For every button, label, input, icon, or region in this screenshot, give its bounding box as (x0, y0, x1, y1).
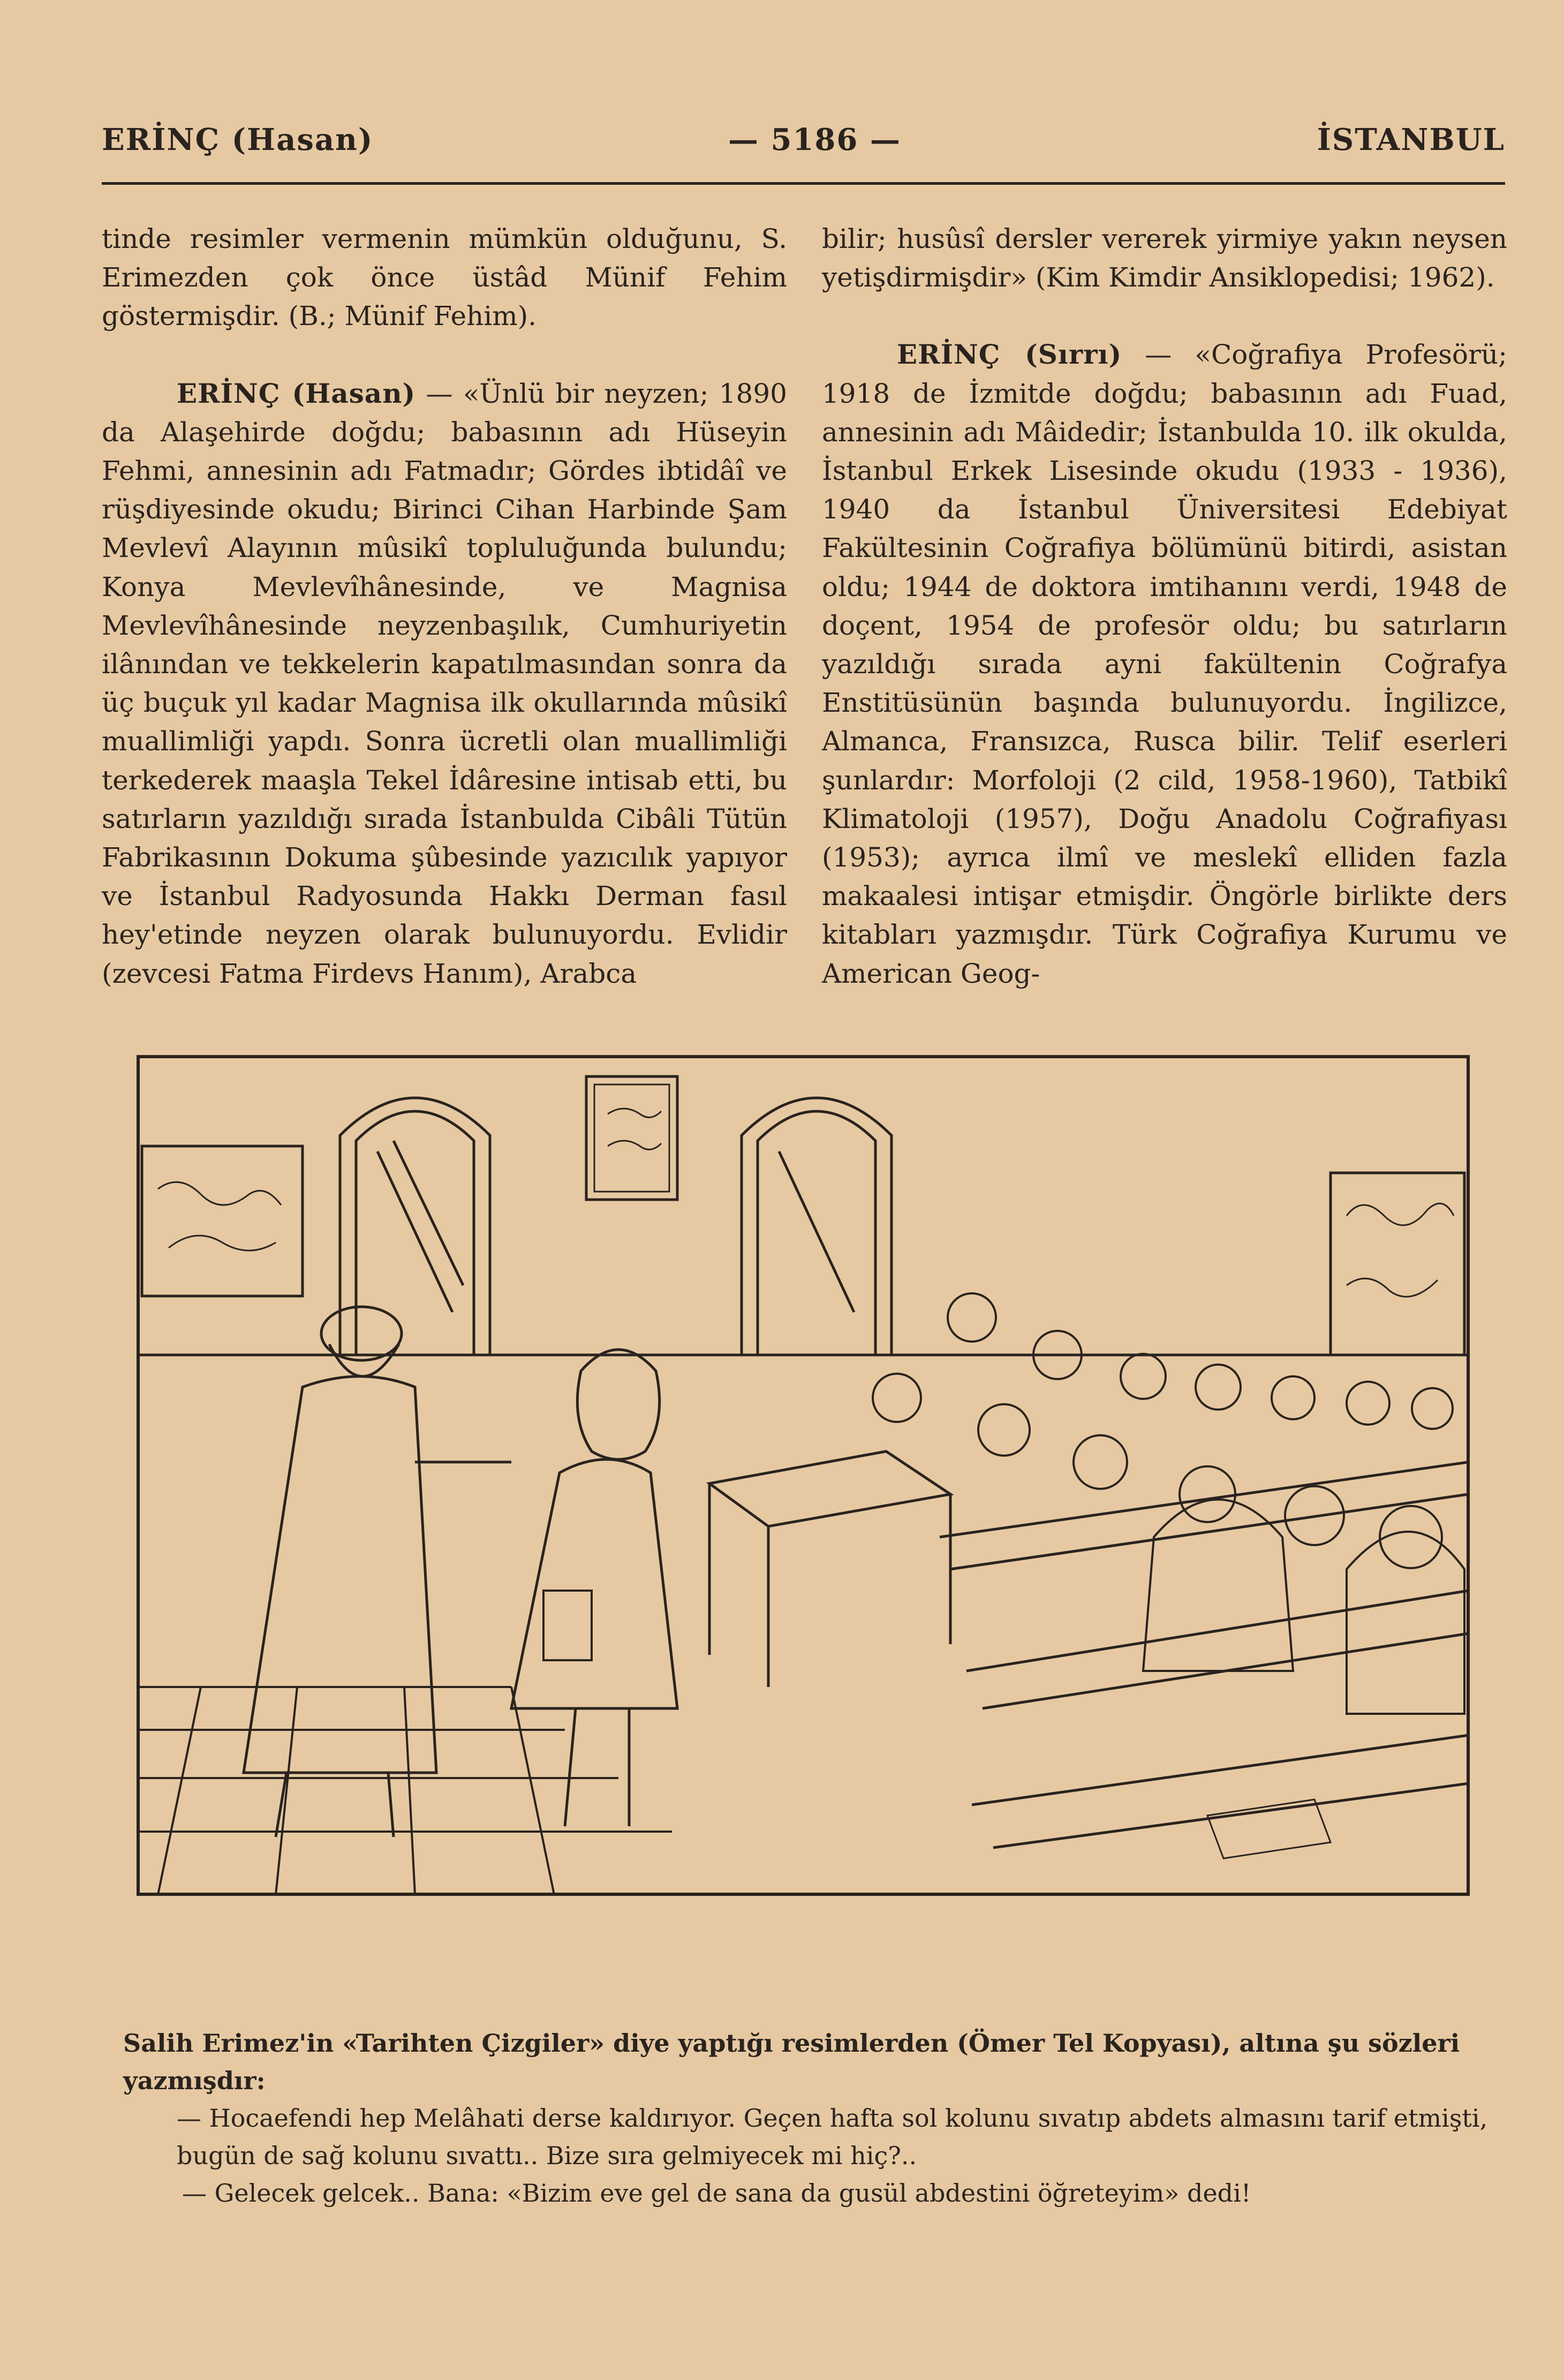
left-column (102, 220, 787, 993)
arched-window-left (340, 1098, 490, 1355)
right-continuation: bilir; husûsî dersler vererek yirmiye yakın neysen yetişdirmişdir» (Kim Kimdir Ansiklopedisi; 1962). (822, 223, 1507, 293)
right-column (822, 220, 1507, 993)
entry-name: ERİNÇ (Hasan) (177, 377, 416, 409)
wall-map-left (142, 1146, 303, 1296)
running-header-left: ERİNÇ (Hasan) (102, 122, 374, 157)
teacher-desk (709, 1451, 950, 1687)
floor-boards (137, 1687, 672, 1895)
illustration-caption (123, 2024, 1489, 2212)
classroom-illustration (137, 1055, 1470, 1896)
caption-dialogue-2: — Gelecek gelcek.. Bana: «Bizim eve gel de sana da gusül abdestini öğreteyim» dedi! (182, 2179, 1251, 2208)
student-girl-standing (511, 1350, 677, 1826)
framed-calligraphy (586, 1076, 677, 1200)
illustration-frame (138, 1056, 1469, 1895)
teacher-figure (244, 1307, 511, 1837)
entry-text: — «Ünlü bir neyzen; 1890 da Alaşehirde doğdu; babasının adı Hüseyin Fehmi, annesinin adı Fatmadır; Gördes ibtidâî ve rüşdiyesinde okudu; Birinci Cihan Harbinde Şam Mevlevî Alayının mûsikî topluluğunda bulundu; Konya Mevlevîhânesinde, ve Magnisa Mevlevîhânesinde neyzenbaşılık, Cumhuriyetin ilânından ve tekkelerin kapatılmasından sonra da üç buçuk yıl kadar Magnisa ilk okullarında mûsikî muallimliği yapdı. Sonra ücretli olan muallimliği terkederek maaşla Tekel İdâresine intisab etti, bu satırların yazıldığı sırada İstanbulda Cibâli Tütün Fabrikasının Dokuma şûbesinde yazıcılık yapıyor ve İstanbul Radyosunda Hakkı Derman fasıl hey'etinde neyzen olarak bulunuyordu. Evlidir (zevcesi Fatma Firdevs Hanım), Arabca (102, 378, 787, 989)
arched-window-center (742, 1098, 891, 1355)
entry-erinc-hasan (102, 374, 787, 993)
header-rule (102, 182, 1505, 185)
page-number: — 5186 — (728, 122, 901, 157)
entry-text: — «Coğrafiya Profesörü; 1918 de İzmitde doğdu; babasının adı Fuad, annesinin adı Mâidedir; İstanbulda 10. ilk okulda, İstanbul Erkek Lisesinde okudu (1933 - 1936), 1940 da İstanbul Üniversitesi Edebiyat Fakültesinin Coğrafiya bölümünü bitirdi, asistan oldu; 1944 de doktora imtihanını verdi, 1948 de doçent, 1954 de profesör oldu; bu satırların yazıldığı sırada ayni fakültenin Coğrafya Enstitüsünün başında bulunuyordu. İngilizce, Almanca, Fransızca, Rusca bilir. Telif eserleri şunlardır: Morfoloji (2 cild, 1958-1960), Tatbikî Klimatoloji (1957), Doğu Anadolu Coğrafiyası (1953); ayrıca ilmî ve meslekî elliden fazla makaalesi intişar etmişdir. Öngörle birlikte ders kitabları yazmışdır. Türk Coğrafiya Kurumu ve American Geog- (822, 339, 1507, 989)
caption-dialogue-1: — Hocaefendi hep Melâhati derse kaldırıyor. Geçen hafta sol kolunu sıvatıp abdets almasını tarif etmişti, bugün de sağ kolunu sıvattı.. Bize sıra gelmiyecek mi hiç?.. (177, 2104, 1488, 2170)
entry-name: ERİNÇ (Sırrı) (897, 338, 1122, 371)
left-continuation: tinde resimler vermenin mümkün olduğunu, S. Erimezden çok önce üstâd Münif Fehim göstermişdir. (B.; Münif Fehim). (102, 223, 787, 332)
entry-erinc-sirri (822, 335, 1507, 992)
caption-intro: Salih Erimez'in «Tarihten Çizgiler» diye yaptığı resimlerden (Ömer Tel Kopyası), altına şu sözleri yazmışdır: (123, 2029, 1460, 2095)
wall-map-right (1331, 1173, 1464, 1355)
running-header-right: İSTANBUL (1317, 122, 1505, 157)
